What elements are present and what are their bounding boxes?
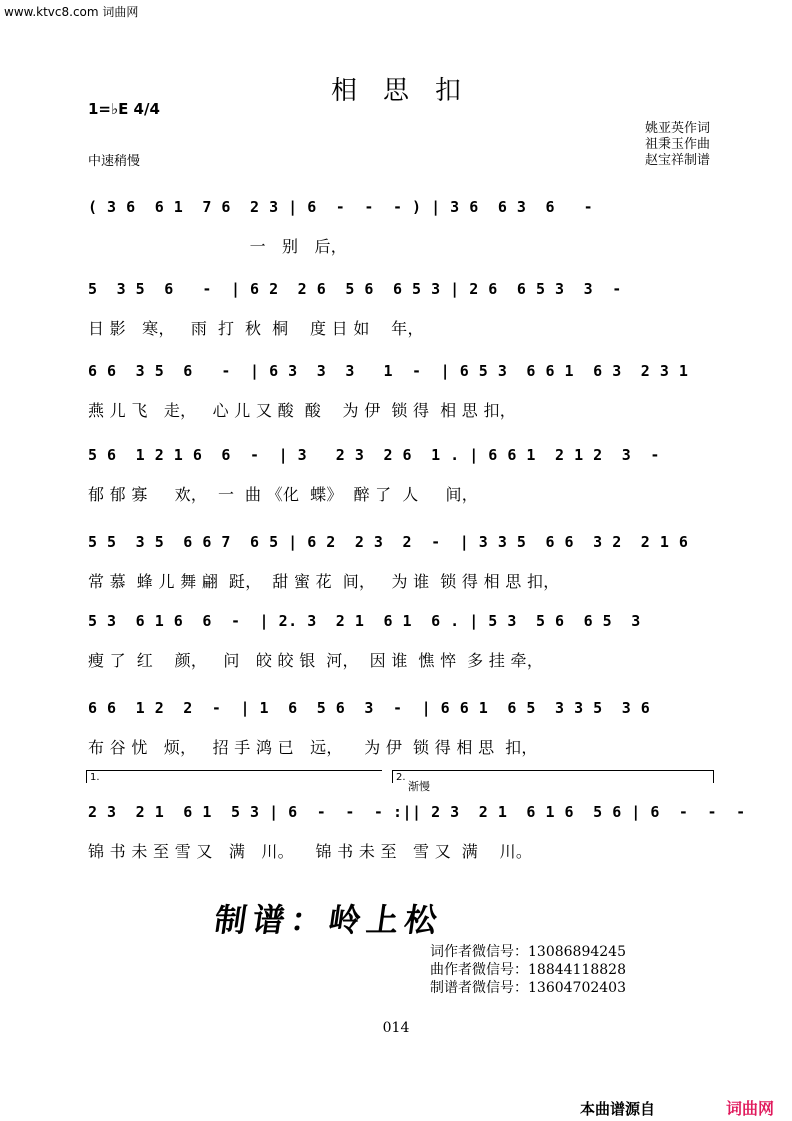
tempo-marking: 中速稍慢 bbox=[88, 154, 141, 169]
lyrics-line: 一 别 后， bbox=[88, 237, 348, 256]
notation-line: 5 6 1 2 1 6 6 - | 3 2 3 2 6 1 . | 6 6 1 2 1 2 3 - bbox=[88, 446, 660, 464]
lyrics-line: 常 慕 蜂 儿 舞 翩 跹， 甜 蜜 花 间， 为 谁 锁 得 相 思 扣， bbox=[88, 572, 560, 591]
notation-line: ( 3 6 6 1 7 6 2 3 | 6 - - - ) | 3 6 6 3 6 - bbox=[88, 198, 594, 216]
ritardando-marking: 渐慢 bbox=[408, 780, 430, 793]
score-system-3 bbox=[0, 362, 792, 432]
composer-credit: 祖秉玉作曲 bbox=[644, 137, 710, 152]
score-system-8 bbox=[0, 803, 792, 873]
site-logo[interactable]: 词曲网 bbox=[726, 1099, 775, 1118]
transcriber-wechat: 制谱者微信号：13604702403 bbox=[430, 980, 626, 996]
notation-line: 5 3 5 6 - | 6 2 2 6 5 6 6 5 3 | 2 6 6 5 3 3 - bbox=[88, 280, 622, 298]
score-system-5 bbox=[0, 533, 792, 603]
credits bbox=[560, 121, 710, 169]
score-system-6 bbox=[0, 612, 792, 682]
song-title: 相 思 扣 bbox=[330, 76, 461, 106]
composer-wechat: 曲作者微信号：18844118828 bbox=[430, 962, 626, 978]
volta-first-ending: 1. bbox=[86, 770, 382, 783]
site-watermark: www.ktvc8.com 词曲网 bbox=[4, 5, 139, 19]
key-signature: 1=♭E 4/4 bbox=[88, 100, 160, 118]
score-system-4 bbox=[0, 446, 792, 516]
wechat-contacts bbox=[430, 943, 626, 997]
footer-source-text: 本曲谱源自 bbox=[580, 1100, 656, 1118]
lyrics-line: 锦 书 未 至 雪 又 满 川。 锦 书 未 至 雪 又 满 川。 bbox=[88, 842, 533, 861]
volta-second-ending: 2. bbox=[392, 770, 714, 783]
notation-line: 6 6 3 5 6 - | 6 3 3 3 1 - | 6 5 3 6 6 1 6 3 2 3 1 bbox=[88, 362, 689, 380]
transcriber-credit: 赵宝祥制谱 bbox=[644, 153, 710, 168]
lyrics-line: 日 影 寒， 雨 打 秋 桐 度 日 如 年， bbox=[88, 319, 424, 338]
notation-line: 5 5 3 5 6 6 7 6 5 | 6 2 2 3 2 - | 3 3 5 6 6 3 2 2 1 6 bbox=[88, 533, 689, 551]
transcriber-signature: 制谱：岭上松 bbox=[212, 901, 446, 939]
notation-line: 5 3 6 1 6 6 - | 2. 3 2 1 6 1 6 . | 5 3 5 6 6 5 3 bbox=[88, 612, 641, 630]
page-number: 014 bbox=[382, 1020, 410, 1036]
lyrics-line: 燕 儿 飞 走， 心 儿 又 酸 酸 为 伊 锁 得 相 思 扣， bbox=[88, 401, 517, 420]
lyrics-line: 郁 郁 寡 欢， 一 曲 《化 蝶》 醉 了 人 间， bbox=[88, 485, 479, 504]
lyrics-line: 瘦 了 红 颜， 问 皎 皎 银 河， 因 谁 憔 悴 多 挂 牵， bbox=[88, 651, 544, 670]
notation-line: 6 6 1 2 2 - | 1 6 5 6 3 - | 6 6 1 6 5 3 3 5 3 6 bbox=[88, 699, 651, 717]
lyricist-credit: 姚亚英作词 bbox=[644, 121, 710, 136]
score-system-7 bbox=[0, 699, 792, 769]
lyrics-line: 布 谷 忧 烦， 招 手 鸿 已 远， 为 伊 锁 得 相 思 扣， bbox=[88, 738, 538, 757]
score-system-1 bbox=[0, 198, 792, 268]
notation-line: 2 3 2 1 6 1 5 3 | 6 - - - :|| 2 3 2 1 6 1 6 5 6 | 6 - - - bbox=[88, 803, 746, 821]
lyricist-wechat: 词作者微信号：13086894245 bbox=[430, 944, 626, 960]
score-system-2 bbox=[0, 280, 792, 350]
